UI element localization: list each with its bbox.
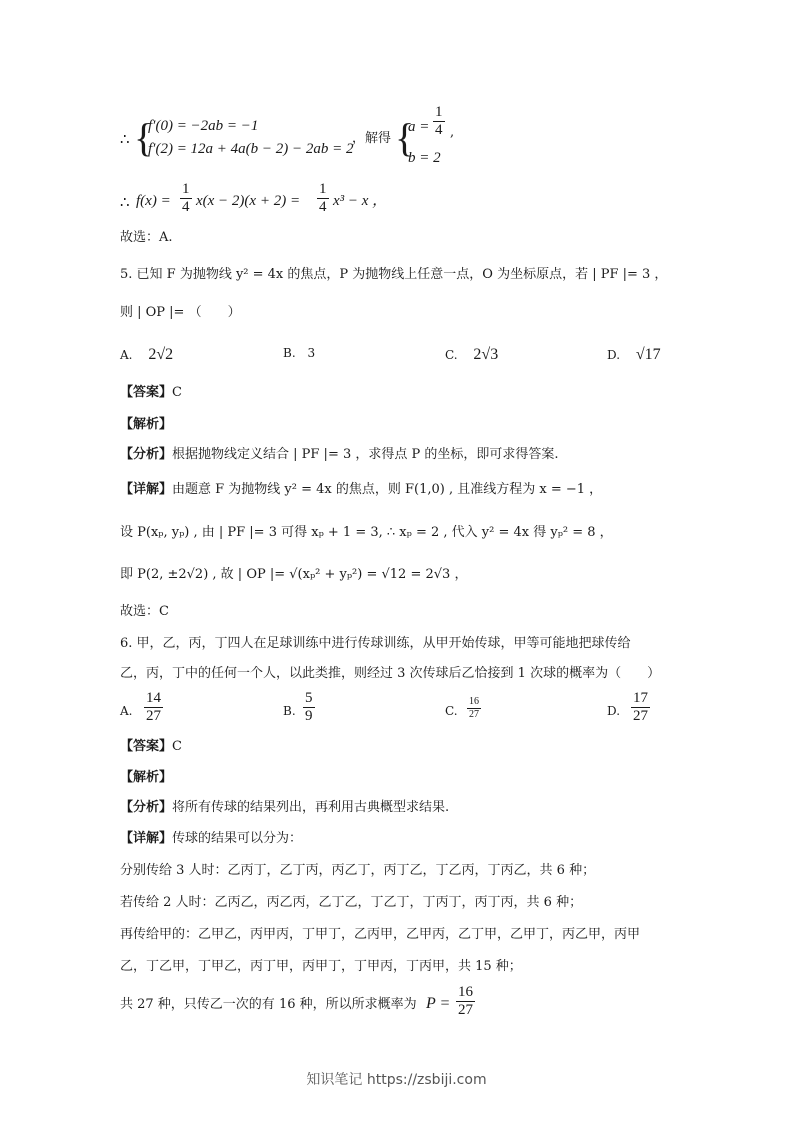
q5-xiangjie-3: 即 P(2, ±2√2) , 故 | OP |= √(xₚ² + yₚ²) = √12 = 2√3 ， xyxy=(120,567,468,582)
q5-fenxi: 【分析】根据抛物线定义结合 | PF |= 3 ，求得点 P 的坐标，即可求得答案. xyxy=(120,447,559,462)
q6-case-3b: 乙，丁乙甲，丁甲乙，丙丁甲，丙甲丁，丁甲丙，丁丙甲，共 15 种； xyxy=(120,959,522,974)
system-eq-1: f′(0) = −2ab = −1 xyxy=(148,118,259,134)
solution-b: b = 2 xyxy=(408,150,441,166)
fx-fraction-2: $\frac{1}{4}$ xyxy=(319,181,327,215)
therefore-symbol-2: ∴ xyxy=(120,193,130,211)
q6-case-2: 若传给 2 人时：乙丙乙，丙乙丙，乙丁乙，丁乙丁，丁丙丁，丙丁丙，共 6 种； xyxy=(120,895,583,910)
therefore-symbol: ∴ xyxy=(120,130,130,148)
q5-option-b[interactable]: B. 3 xyxy=(283,346,316,360)
fx-fraction-1: $\frac{1}{4}$ xyxy=(182,181,190,215)
q5-conclusion: 故选：C xyxy=(120,604,169,619)
fx-left: f(x) = xyxy=(136,193,171,209)
system-eq-2: f′(2) = 12a + 4a(b − 2) − 2ab = 2 xyxy=(148,141,354,157)
previous-answer: 故选：A. xyxy=(120,230,173,245)
q5-option-a[interactable]: A. 2√2 xyxy=(120,346,174,363)
solution-a: a = xyxy=(408,119,430,135)
probability-fraction: $\frac{16}{27}$ xyxy=(458,984,473,1018)
q6-stem-1: 6. 甲，乙，丙，丁四人在足球训练中进行传球训练，从甲开始传球，甲等可能地把球传给 xyxy=(120,636,631,651)
q5-xiangjie-2: 设 P(xₚ, yₚ) , 由 | PF |= 3 可得 xₚ + 1 = 3, ∴ xₚ = 2 , 代入 y² = 4x 得 yₚ² = 8 ， xyxy=(120,525,613,540)
fx-mid: x(x − 2)(x + 2) = xyxy=(196,193,301,209)
footer-watermark: 知识笔记 https://zsbiji.com xyxy=(306,1072,487,1088)
q6-answer: 【答案】C xyxy=(120,739,182,754)
q5-analysis-tag: 【解析】 xyxy=(120,417,173,432)
q5-answer: 【答案】C xyxy=(120,385,182,400)
q6-stem-2: 乙，丙，丁中的任何一个人，以此类推，则经过 3 次传球后乙恰接到 1 次球的概率为（ ） xyxy=(120,666,661,681)
q5-option-c[interactable]: C. 2√3 xyxy=(445,346,499,363)
q5-stem-2: 则 | OP |= （ ） xyxy=(120,305,241,320)
q6-case-3a: 再传给甲的：乙甲乙，丙甲丙，丁甲丁，乙丙甲，乙甲丙，乙丁甲，乙甲丁，丙乙甲，丙甲 xyxy=(120,927,641,942)
document-page: ∴ { f′(0) = −2ab = −1 f′(2) = 12a + 4a(b − 2) − 2ab = 2 ，解得 { a = $\frac{1}{4}$ , b = 2 ∴ f(x) = $\frac{1}{4}$ x(x − 2)(x + 2) = $\frac{1}{4}$ x³ − x ， 故选：A. 5. 已知 F 为抛物线 y² = 4x 的焦点，P 为抛物线上任意一点，O 为坐标原点，若 | PF |= 3 ， 则 | OP |= （ ） A. 2√2 B. 3 C. 2√3 D. √17 【答案】C 【解析】 【分析】根据抛物线定义结合 | PF |= 3 ，求得点 P 的坐标，即可求得答案. 【详解】由题意 F 为抛物线 y² = 4x 的焦点，则 F(1,0) , 且准线方程为 x = −1 ， 设 P(xₚ, yₚ) , 由 | PF |= 3 可得 xₚ + 1 = 3, ∴ xₚ = 2 , 代入 y² = 4x 得 yₚ² = 8 ， 即 P(2, ±2√2) , 故 | OP |= √(xₚ² + yₚ²) = √12 = 2√3 ， 故选：C 6. 甲，乙，丙，丁四人在足球训练中进行传球训练，从甲开始传球，甲等可能地把球传给 乙，丙，丁中的任何一个人，以此类推，则经过 3 次传球后乙恰接到 1 次球的概率为（ ） A. $\frac{14}{27}$ B. $\frac{5}{9}$ C. $\frac{16}{27}$ D. $\frac{17}{27}$ 【答案】C 【解析】 【分析】将所有传球的结果列出，再利用古典概型求结果. 【详解】传球的结果可以分为： 分别传给 3 人时：乙丙丁，乙丁丙，丙乙丁，丙丁乙，丁乙丙，丁丙乙，共 6 种； 若传给 2 人时：乙丙乙，丙乙丙，乙丁乙，丁乙丁，丁丙丁，丙丁丙，共 6 种； 再传给甲的：乙甲乙，丙甲丙，丁甲丁，乙丙甲，乙甲丙，乙丁甲，乙甲丁，丙乙甲，丙甲 乙，丁乙甲，丁甲乙，丙丁甲，丙甲丁，丁甲丙，丁丙甲，共 15 种； 共 27 种，只传乙一次的有 16 种，所以所求概率为 P = $\frac{16}{27}$ 知识笔记 https://zsbiji.com xyxy=(0,0,793,1122)
q6-fenxi: 【分析】将所有传球的结果列出，再利用古典概型求结果. xyxy=(120,800,450,815)
q5-xiangjie-1: 【详解】由题意 F 为抛物线 y² = 4x 的焦点，则 F(1,0) , 且准线方程为 x = −1 ， xyxy=(120,482,603,497)
fx-right: x³ − x ， xyxy=(333,193,388,209)
solution-a-fraction: $\frac{1}{4}$ xyxy=(435,104,443,138)
q5-option-d[interactable]: D. √17 xyxy=(607,346,661,363)
solution-brace: { xyxy=(395,115,415,160)
q6-xiangjie: 【详解】传球的结果可以分为： xyxy=(120,831,303,846)
solve-text: ，解得 xyxy=(352,131,392,146)
q5-stem-1: 5. 已知 F 为抛物线 y² = 4x 的焦点，P 为抛物线上任意一点，O 为坐标原点，若 | PF |= 3 ， xyxy=(120,267,668,282)
solution-comma: , xyxy=(450,125,455,140)
q6-case-1: 分别传给 3 人时：乙丙丁，乙丁丙，丙乙丁，丙丁乙，丁乙丙，丁丙乙，共 6 种； xyxy=(120,863,596,878)
q6-analysis-tag: 【解析】 xyxy=(120,770,173,785)
left-brace: { xyxy=(134,115,154,160)
